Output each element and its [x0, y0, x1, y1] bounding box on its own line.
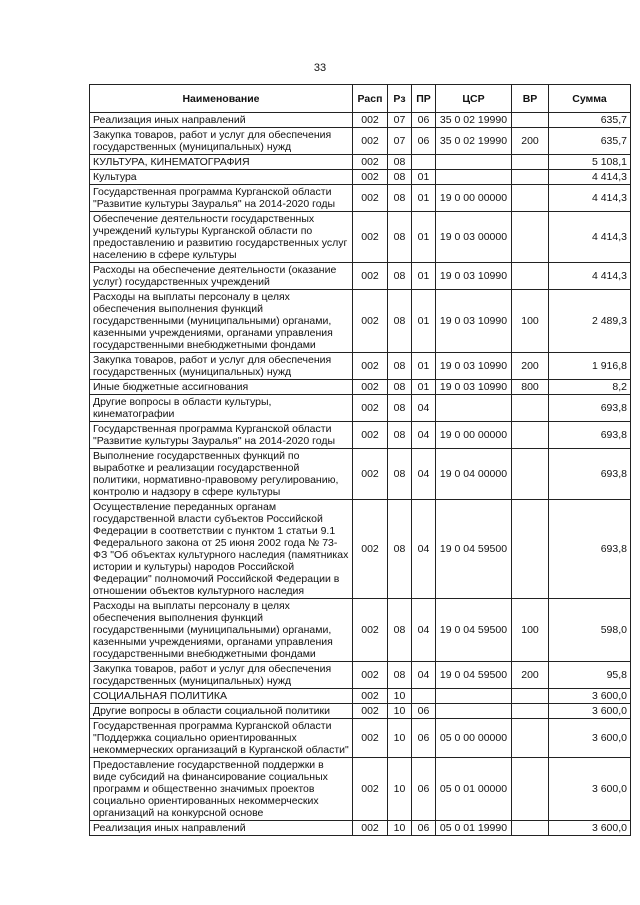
cell-name: Государственная программа Курганской области "Развитие культуры Зауралья" на 2014-2020 годы [90, 422, 353, 449]
cell-rasp: 002 [353, 290, 388, 353]
cell-rasp: 002 [353, 353, 388, 380]
cell-rz: 08 [388, 155, 412, 170]
cell-rasp: 002 [353, 422, 388, 449]
cell-name: Реализация иных направлений [90, 113, 353, 128]
cell-pr: 04 [412, 500, 436, 599]
cell-csr: 19 0 04 59500 [436, 599, 512, 662]
cell-rasp: 002 [353, 662, 388, 689]
cell-name: КУЛЬТУРА, КИНЕМАТОГРАФИЯ [90, 155, 353, 170]
cell-vr [512, 758, 549, 821]
cell-csr: 19 0 03 10990 [436, 263, 512, 290]
cell-pr: 01 [412, 380, 436, 395]
cell-sum: 5 108,1 [549, 155, 631, 170]
cell-rasp: 002 [353, 689, 388, 704]
table-row [90, 422, 631, 449]
cell-rz: 08 [388, 290, 412, 353]
cell-sum: 8,2 [549, 380, 631, 395]
cell-sum: 598,0 [549, 599, 631, 662]
cell-rz: 08 [388, 500, 412, 599]
cell-rz: 08 [388, 422, 412, 449]
cell-csr: 19 0 03 10990 [436, 290, 512, 353]
table-row [90, 263, 631, 290]
cell-csr: 19 0 04 59500 [436, 662, 512, 689]
cell-sum: 4 414,3 [549, 263, 631, 290]
cell-rasp: 002 [353, 449, 388, 500]
cell-rz: 08 [388, 170, 412, 185]
cell-rz: 10 [388, 704, 412, 719]
cell-rz: 08 [388, 449, 412, 500]
cell-csr: 19 0 04 59500 [436, 500, 512, 599]
cell-rasp: 002 [353, 113, 388, 128]
cell-rasp: 002 [353, 170, 388, 185]
cell-sum: 95,8 [549, 662, 631, 689]
header-sum: Сумма [549, 85, 631, 113]
cell-vr [512, 263, 549, 290]
cell-csr [436, 689, 512, 704]
cell-rz: 10 [388, 689, 412, 704]
cell-rz: 10 [388, 719, 412, 758]
cell-vr [512, 689, 549, 704]
table-row [90, 395, 631, 422]
cell-csr [436, 155, 512, 170]
cell-rz: 08 [388, 662, 412, 689]
cell-sum: 693,8 [549, 395, 631, 422]
cell-csr: 35 0 02 19990 [436, 128, 512, 155]
cell-vr [512, 395, 549, 422]
cell-sum: 3 600,0 [549, 821, 631, 836]
cell-sum: 3 600,0 [549, 719, 631, 758]
cell-vr: 200 [512, 662, 549, 689]
cell-csr: 05 0 01 19990 [436, 821, 512, 836]
cell-pr: 01 [412, 263, 436, 290]
cell-vr [512, 500, 549, 599]
cell-name: Предоставление государственной поддержки в виде субсидий на финансирование социальных программ и общественно значимых проектов социально ориентированных некоммерческих организаций на конкурсной основе [90, 758, 353, 821]
budget-table [89, 84, 631, 836]
cell-vr [512, 185, 549, 212]
cell-pr: 01 [412, 212, 436, 263]
cell-rz: 08 [388, 212, 412, 263]
cell-rz: 07 [388, 113, 412, 128]
cell-csr: 19 0 04 00000 [436, 449, 512, 500]
table-row [90, 599, 631, 662]
cell-vr [512, 170, 549, 185]
cell-rasp: 002 [353, 719, 388, 758]
cell-csr: 19 0 00 00000 [436, 422, 512, 449]
table-row [90, 662, 631, 689]
table-row [90, 128, 631, 155]
cell-sum: 4 414,3 [549, 212, 631, 263]
cell-rz: 07 [388, 128, 412, 155]
cell-pr: 04 [412, 422, 436, 449]
cell-sum: 635,7 [549, 113, 631, 128]
cell-vr [512, 422, 549, 449]
cell-vr [512, 449, 549, 500]
cell-sum: 4 414,3 [549, 185, 631, 212]
cell-vr [512, 704, 549, 719]
cell-csr [436, 395, 512, 422]
cell-vr [512, 821, 549, 836]
cell-vr [512, 212, 549, 263]
cell-vr: 200 [512, 353, 549, 380]
cell-name: Расходы на обеспечение деятельности (оказание услуг) государственных учреждений [90, 263, 353, 290]
header-rz: Рз [388, 85, 412, 113]
cell-pr: 04 [412, 599, 436, 662]
cell-pr [412, 689, 436, 704]
cell-rasp: 002 [353, 599, 388, 662]
table-row [90, 821, 631, 836]
cell-csr: 05 0 01 00000 [436, 758, 512, 821]
table-row [90, 500, 631, 599]
header-vr: ВР [512, 85, 549, 113]
cell-pr: 06 [412, 128, 436, 155]
cell-vr [512, 719, 549, 758]
cell-pr: 01 [412, 170, 436, 185]
cell-rasp: 002 [353, 155, 388, 170]
table-row [90, 155, 631, 170]
cell-rasp: 002 [353, 395, 388, 422]
cell-name: Обеспечение деятельности государственных учреждений культуры Курганской области по предоставлению и развитию государственных услуг населению в сфере культуры [90, 212, 353, 263]
cell-rz: 08 [388, 395, 412, 422]
cell-csr: 19 0 00 00000 [436, 185, 512, 212]
cell-csr [436, 170, 512, 185]
cell-name: Осуществление переданных органам государственной власти субъектов Российской Федерации в соответствии с пунктом 1 статьи 9.1 Федерального закона от 25 июня 2002 года № 73-ФЗ "Об объектах культурного наследия (памятниках истории и культуры) народов Российской Федерации" полномочий Российской Федерации в отношении объектов культурного наследия [90, 500, 353, 599]
cell-rasp: 002 [353, 500, 388, 599]
header-rasp: Расп [353, 85, 388, 113]
cell-name: Другие вопросы в области культуры, кинематографии [90, 395, 353, 422]
cell-vr: 200 [512, 128, 549, 155]
cell-pr: 06 [412, 719, 436, 758]
cell-sum: 2 489,3 [549, 290, 631, 353]
cell-sum: 3 600,0 [549, 689, 631, 704]
cell-pr: 06 [412, 704, 436, 719]
cell-rz: 08 [388, 599, 412, 662]
cell-sum: 693,8 [549, 422, 631, 449]
cell-vr [512, 155, 549, 170]
cell-sum: 3 600,0 [549, 758, 631, 821]
cell-sum: 3 600,0 [549, 704, 631, 719]
header-csr: ЦСР [436, 85, 512, 113]
cell-sum: 693,8 [549, 500, 631, 599]
cell-vr: 800 [512, 380, 549, 395]
cell-csr: 19 0 03 00000 [436, 212, 512, 263]
cell-sum: 693,8 [549, 449, 631, 500]
cell-rasp: 002 [353, 185, 388, 212]
table-row [90, 185, 631, 212]
table-row [90, 758, 631, 821]
table-row [90, 113, 631, 128]
cell-sum: 1 916,8 [549, 353, 631, 380]
header-name: Наименование [90, 85, 353, 113]
cell-rz: 08 [388, 353, 412, 380]
cell-name: Государственная программа Курганской области "Развитие культуры Зауралья" на 2014-2020 годы [90, 185, 353, 212]
cell-rasp: 002 [353, 263, 388, 290]
cell-pr [412, 155, 436, 170]
header-pr: ПР [412, 85, 436, 113]
table-row [90, 380, 631, 395]
table-row [90, 719, 631, 758]
cell-rasp: 002 [353, 758, 388, 821]
cell-name: Другие вопросы в области социальной политики [90, 704, 353, 719]
cell-name: Культура [90, 170, 353, 185]
cell-name: СОЦИАЛЬНАЯ ПОЛИТИКА [90, 689, 353, 704]
table-row [90, 170, 631, 185]
cell-pr: 04 [412, 395, 436, 422]
cell-rz: 08 [388, 380, 412, 395]
cell-pr: 01 [412, 353, 436, 380]
cell-name: Иные бюджетные ассигнования [90, 380, 353, 395]
cell-vr: 100 [512, 290, 549, 353]
cell-csr: 35 0 02 19990 [436, 113, 512, 128]
cell-name: Закупка товаров, работ и услуг для обеспечения государственных (муниципальных) нужд [90, 662, 353, 689]
cell-name: Закупка товаров, работ и услуг для обеспечения государственных (муниципальных) нужд [90, 353, 353, 380]
cell-vr [512, 113, 549, 128]
cell-pr: 04 [412, 662, 436, 689]
cell-csr [436, 704, 512, 719]
cell-name: Государственная программа Курганской области "Поддержка социально ориентированных некоммерческих организаций в Курганской области" [90, 719, 353, 758]
cell-name: Расходы на выплаты персоналу в целях обеспечения выполнения функций государственными (муниципальными) органами, казенными учреждениями, органами управления государственными внебюджетными фондами [90, 599, 353, 662]
table-row [90, 704, 631, 719]
page-number: 33 [313, 62, 327, 74]
cell-rasp: 002 [353, 380, 388, 395]
cell-pr: 04 [412, 449, 436, 500]
table-header-row [90, 85, 631, 113]
cell-pr: 01 [412, 290, 436, 353]
cell-rz: 08 [388, 185, 412, 212]
cell-name: Выполнение государственных функций по выработке и реализации государственной политики, нормативно-правовому регулированию, контролю и надзору в сфере культуры [90, 449, 353, 500]
cell-rz: 08 [388, 263, 412, 290]
cell-rasp: 002 [353, 128, 388, 155]
cell-csr: 19 0 03 10990 [436, 353, 512, 380]
table-row [90, 353, 631, 380]
table-row [90, 212, 631, 263]
cell-vr: 100 [512, 599, 549, 662]
cell-sum: 635,7 [549, 128, 631, 155]
cell-rasp: 002 [353, 821, 388, 836]
table-row [90, 689, 631, 704]
table-row [90, 449, 631, 500]
cell-rasp: 002 [353, 704, 388, 719]
cell-rz: 10 [388, 821, 412, 836]
table-row [90, 290, 631, 353]
cell-name: Реализация иных направлений [90, 821, 353, 836]
cell-rasp: 002 [353, 212, 388, 263]
cell-csr: 05 0 00 00000 [436, 719, 512, 758]
cell-name: Закупка товаров, работ и услуг для обеспечения государственных (муниципальных) нужд [90, 128, 353, 155]
cell-pr: 06 [412, 113, 436, 128]
cell-name: Расходы на выплаты персоналу в целях обеспечения выполнения функций государственными (муниципальными) органами, казенными учреждениями, органами управления государственными внебюджетными фондами [90, 290, 353, 353]
cell-rz: 10 [388, 758, 412, 821]
cell-sum: 4 414,3 [549, 170, 631, 185]
cell-pr: 01 [412, 185, 436, 212]
cell-csr: 19 0 03 10990 [436, 380, 512, 395]
cell-pr: 06 [412, 758, 436, 821]
cell-pr: 06 [412, 821, 436, 836]
